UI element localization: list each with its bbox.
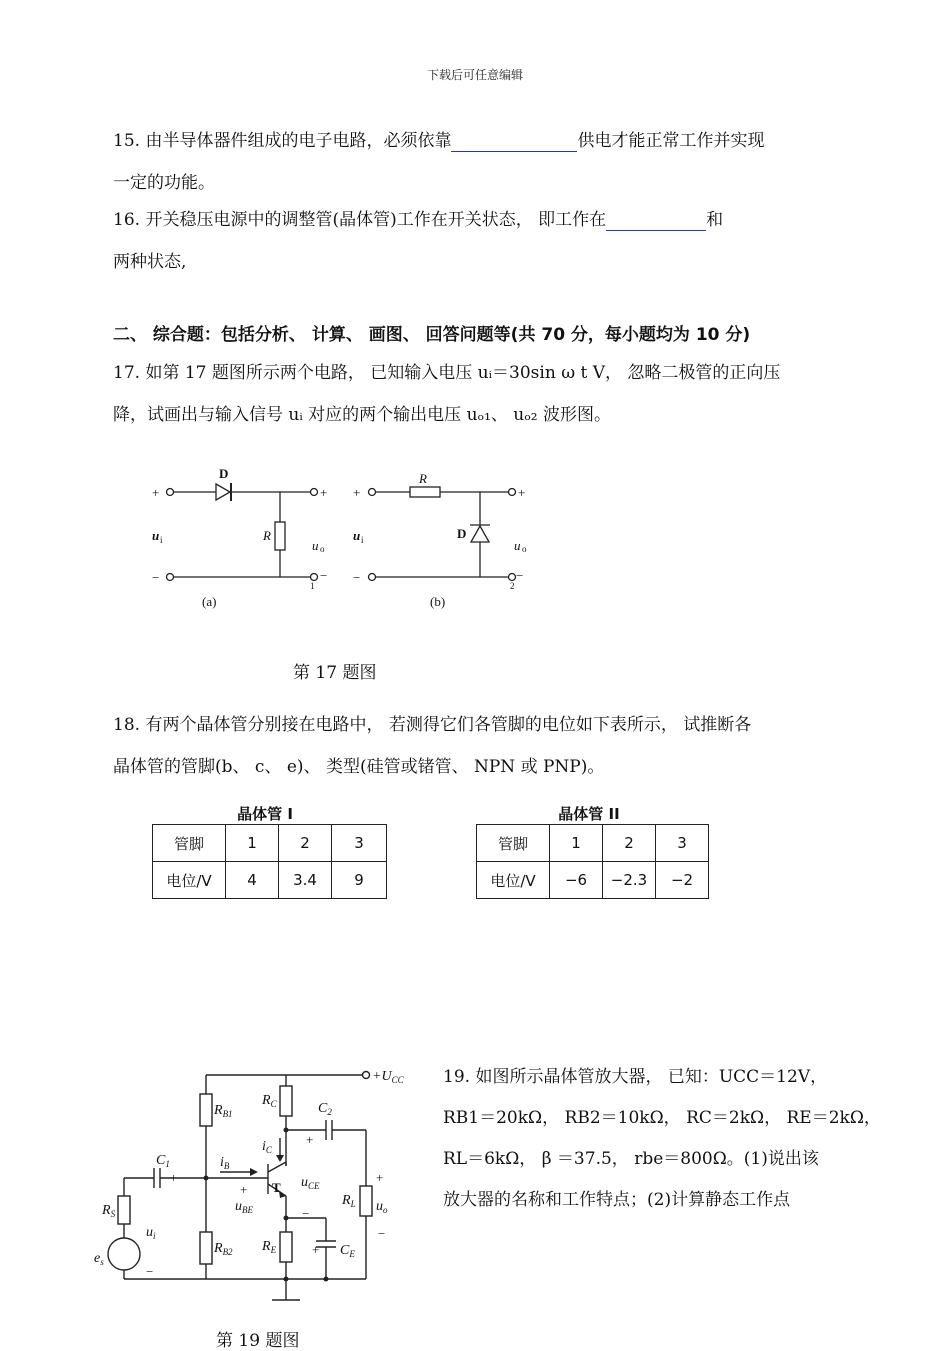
fig-b-caption: (b): [430, 594, 446, 609]
fig19-rb2: $R_{B2}$: [214, 1241, 233, 1257]
fig19-re: $R_E$: [262, 1239, 277, 1255]
fig-b-plus-out: +: [518, 485, 526, 500]
fig-a-plus-in: +: [152, 485, 160, 500]
table-cell: 3: [656, 825, 709, 862]
table-cell: −6: [550, 862, 603, 899]
fig19-ui-minus: −: [146, 1264, 154, 1279]
fig19-uo-plus: +: [376, 1170, 384, 1185]
table-cell: 电位/V: [477, 862, 550, 899]
fig-b-out-sub: 2: [510, 581, 515, 591]
fig-b-resistor-label: R: [419, 471, 427, 486]
fig-b-output-sub: o: [522, 544, 527, 554]
q16-line1: [113, 205, 723, 231]
fig-a-input-label: u: [152, 528, 160, 543]
fig19-uo-minus: −: [378, 1226, 386, 1241]
fig-a-plus-out: +: [320, 485, 328, 500]
fig19-c2-plus: +: [306, 1132, 314, 1147]
fig-b-minus-out: −: [516, 568, 524, 583]
table-cell: 1: [226, 825, 279, 862]
fig19-c2: $C_2$: [318, 1101, 332, 1117]
fig-b-plus-in: +: [353, 485, 361, 500]
q19-figure: [90, 1058, 420, 1310]
fig19-rc: $R_C$: [262, 1093, 277, 1109]
q16-line2: 两种状态,: [113, 252, 187, 272]
fig-a-output-label: u: [312, 538, 319, 553]
q15-line1: [113, 126, 764, 152]
fig-b-output-label: u: [514, 538, 521, 553]
fig-a-caption: (a): [202, 594, 217, 609]
q17-figure: [140, 460, 540, 620]
table-cell: −2: [656, 862, 709, 899]
q17-line2: 降，试画出与输入信号 uᵢ 对应的两个输出电压 uₒ₁、 uₒ₂ 波形图。: [113, 405, 612, 425]
fig-a-input-sub: i: [160, 535, 163, 545]
fig19-c1-plus: +: [170, 1170, 178, 1185]
table-cell: 9: [332, 862, 387, 899]
q17-caption: 第 17 题图: [293, 663, 377, 683]
fig-a-output-sub: o: [320, 544, 325, 554]
fig-a-resistor-label: R: [263, 528, 271, 543]
table-row: [477, 862, 709, 899]
fig19-ucc: $+U_{CC}$: [372, 1069, 404, 1085]
fig19-ib: $i_B$: [220, 1155, 230, 1171]
table-cell: 3: [332, 825, 387, 862]
q15-text-post: 供电才能正常工作并实现: [577, 131, 765, 151]
q19-line2: RB1＝20kΩ， RB2＝10kΩ， RC＝2kΩ， RE＝2kΩ，: [443, 1108, 881, 1128]
fig19-t: T: [272, 1180, 281, 1195]
fig19-ic: $i_C$: [262, 1139, 272, 1155]
table-cell: −2.3: [603, 862, 656, 899]
table2-title: 晶体管 II: [558, 805, 620, 823]
table-cell: 电位/V: [153, 862, 226, 899]
fig-a-out-sub: 1: [310, 581, 315, 591]
q17-line1: 17. 如第 17 题图所示两个电路， 已知输入电压 uᵢ＝30sin ω t V， 忽略二极管的正向压: [113, 363, 781, 383]
fig-a-minus-out: −: [320, 568, 328, 583]
fig19-uce: $u_{CE}$: [301, 1175, 320, 1191]
q19-line4: 放大器的名称和工作特点；(2)计算静态工作点: [443, 1190, 791, 1210]
q16-text: 16. 开关稳压电源中的调整管(晶体管)工作在开关状态， 即工作在: [113, 210, 607, 230]
table-row: [153, 825, 387, 862]
q19-line1: 19. 如图所示晶体管放大器， 已知：UCC＝12V，: [443, 1067, 828, 1087]
table1-title: 晶体管 I: [237, 805, 293, 823]
q19-line3: RL＝6kΩ， β ＝37.5， rbe＝800Ω。(1)说出该: [443, 1149, 819, 1169]
table-row: [153, 862, 387, 899]
q18-line1: 18. 有两个晶体管分别接在电路中， 若测得它们各管脚的电位如下表所示， 试推断各: [113, 715, 752, 735]
diode-b-icon: [471, 526, 489, 542]
fig19-rb1: $R_{B1}$: [214, 1103, 233, 1119]
fig19-rs: $R_S$: [102, 1203, 116, 1219]
table-row: [477, 825, 709, 862]
q15-line2: 一定的功能。: [113, 173, 215, 193]
fig19-ube: $u_{BE}$: [235, 1199, 253, 1215]
table1: [152, 824, 387, 899]
fig19-c1: $C_1$: [156, 1153, 170, 1169]
fig19-ce: $C_E$: [340, 1243, 355, 1259]
fig-b-diode-label: D: [457, 526, 467, 541]
table-cell: 4: [226, 862, 279, 899]
fig-b-input-label: u: [353, 528, 361, 543]
fig19-uo: $u_o$: [376, 1199, 388, 1215]
fig19-uce-minus: −: [302, 1206, 310, 1221]
fig-b-input-sub: i: [361, 535, 364, 545]
fig-a-diode-label: D: [219, 466, 229, 481]
fig-a-minus-in: −: [152, 570, 160, 585]
table-cell: 3.4: [279, 862, 332, 899]
table2: [476, 824, 709, 899]
fig19-rl: $R_L$: [342, 1193, 356, 1209]
table-cell: 1: [550, 825, 603, 862]
fig19-ube-plus: +: [240, 1182, 248, 1197]
page-header: 下载后可任意编辑: [426, 68, 523, 82]
fig19-es: $e_s$: [94, 1251, 104, 1267]
q16-blank[interactable]: [606, 210, 706, 231]
q16-text-post: 和: [706, 210, 724, 230]
q19-caption: 第 19 题图: [216, 1331, 300, 1351]
q15-blank[interactable]: [451, 131, 577, 152]
table-cell: 管脚: [153, 825, 226, 862]
section-title: 二、 综合题：包括分析、 计算、 画图、 回答问题等(共 70 分，每小题均为 10 分): [113, 325, 751, 345]
table-cell: 管脚: [477, 825, 550, 862]
q18-line2: 晶体管的管脚(b、 c、 e)、 类型(硅管或锗管、 NPN 或 PNP)。: [113, 757, 605, 777]
table-cell: 2: [279, 825, 332, 862]
fig-b-minus-in: −: [353, 570, 361, 585]
q15-text: 15. 由半导体器件组成的电子电路，必须依靠: [113, 131, 452, 151]
table-cell: 2: [603, 825, 656, 862]
fig19-ui: $u_i$: [146, 1225, 156, 1241]
diode-a-icon: [216, 484, 230, 500]
fig19-ce-plus: +: [312, 1242, 320, 1257]
